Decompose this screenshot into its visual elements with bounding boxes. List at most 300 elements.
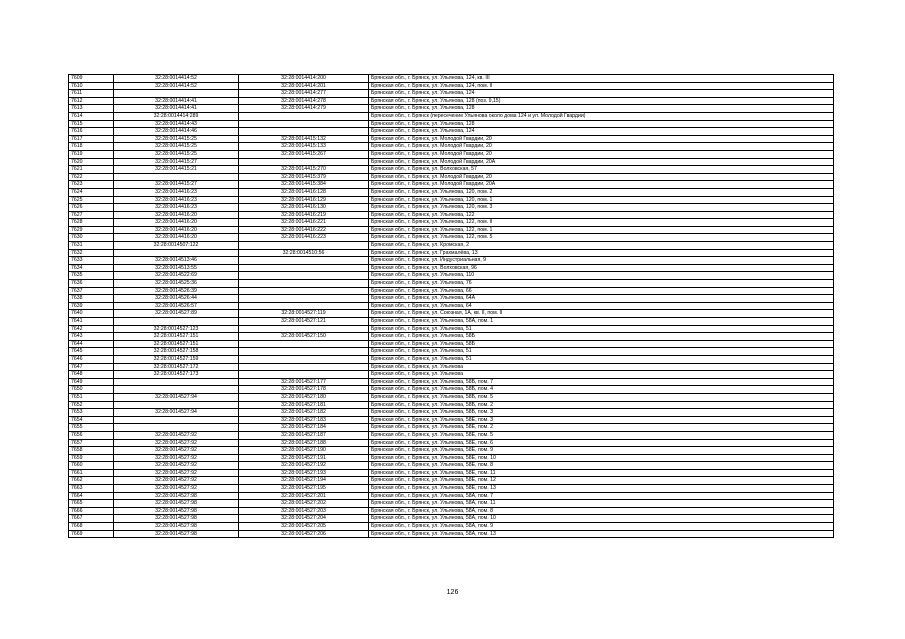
table-row: [69, 325, 834, 333]
parcel-number-cell: 32:28:0014527:98: [114, 515, 239, 523]
parcel-number-cell: 32:28:0014513:46: [114, 257, 239, 265]
parcel-number-cell: 32:28:0014527:151: [114, 340, 239, 348]
table-row: [69, 462, 834, 470]
row-number-cell: 7632: [69, 249, 114, 257]
address-cell: Брянская обл., г. Брянск, ул. Молодой Гвардии, 20А: [369, 158, 834, 166]
address-cell: Брянская обл., г. Брянск, ул. Ульянова, 64: [369, 302, 834, 310]
table-row: [69, 355, 834, 363]
address-cell: Брянская обл., г. Брянск, ул. Ульянова: [369, 371, 834, 379]
row-number-cell: 7625: [69, 196, 114, 204]
table-row: [69, 112, 834, 120]
address-cell: Брянская обл., г. Брянск, ул. Ульянова, 58А, пом. 1: [369, 318, 834, 326]
parcel-number-cell: 32:28:0014415:27: [114, 158, 239, 166]
row-number-cell: 7659: [69, 454, 114, 462]
cadastral-number-cell: [239, 280, 369, 288]
address-cell: Брянская обл., г. Брянск, ул. Ульянова, 58Е, пом. 2: [369, 424, 834, 432]
parcel-number-cell: 32:28:0014416:20: [114, 211, 239, 219]
cadastral-number-cell: 32:28:0014527:180: [239, 393, 369, 401]
row-number-cell: 7622: [69, 173, 114, 181]
parcel-number-cell: 32:28:0014507:122: [114, 242, 239, 250]
row-number-cell: 7656: [69, 431, 114, 439]
row-number-cell: 7628: [69, 219, 114, 227]
parcel-number-cell: [114, 386, 239, 394]
address-cell: Брянская обл., г. Брянск, ул. Ульянова, 128: [369, 105, 834, 113]
cadastral-number-cell: 32:28:0014414:278: [239, 97, 369, 105]
cadastral-number-cell: 32:28:0014414:201: [239, 82, 369, 90]
cadastral-number-cell: 32:28:0014414:277: [239, 90, 369, 98]
row-number-cell: 7611: [69, 90, 114, 98]
cadastral-number-cell: 32:28:0014527:201: [239, 492, 369, 500]
address-cell: Брянская обл., г. Брянск, ул. Ульянова, 58А, пом. 11: [369, 500, 834, 508]
address-cell: Брянская обл., г. Брянск, ул. Ульянова, 66: [369, 287, 834, 295]
row-number-cell: 7645: [69, 348, 114, 356]
address-cell: Брянская обл., г. Брянск, ул. Ульянова, 124, кв. III: [369, 75, 834, 83]
table-row: [69, 249, 834, 257]
parcel-number-cell: 32:28:0014527:92: [114, 462, 239, 470]
table-row: [69, 264, 834, 272]
cadastral-number-cell: 32:28:0014527:191: [239, 454, 369, 462]
table-row: [69, 500, 834, 508]
table-row: [69, 150, 834, 158]
row-number-cell: 7630: [69, 234, 114, 242]
address-cell: Брянская обл., г. Брянск, ул. Ульянова, 120, пом. 1: [369, 196, 834, 204]
cadastral-number-cell: 32:28:0014415:384: [239, 181, 369, 189]
row-number-cell: 7640: [69, 310, 114, 318]
address-cell: Брянская обл., г. Брянск, ул. Ульянова, 51: [369, 355, 834, 363]
address-cell: Брянская обл., г. Брянск, ул. Ульянова, 51: [369, 348, 834, 356]
cadastral-number-cell: 32:28:0014527:181: [239, 401, 369, 409]
parcel-number-cell: 32:28:0014525:36: [114, 280, 239, 288]
cadastral-number-cell: 32:28:0014527:194: [239, 477, 369, 485]
table-row: [69, 166, 834, 174]
parcel-number-cell: 32:28:0014414:46: [114, 128, 239, 136]
table-row: [69, 469, 834, 477]
parcel-number-cell: 32:28:0014527:123: [114, 325, 239, 333]
table-row: [69, 188, 834, 196]
row-number-cell: 7624: [69, 188, 114, 196]
parcel-number-cell: [114, 318, 239, 326]
row-number-cell: 7629: [69, 226, 114, 234]
row-number-cell: 7619: [69, 150, 114, 158]
row-number-cell: 7660: [69, 462, 114, 470]
row-number-cell: 7647: [69, 363, 114, 371]
register-table: [68, 74, 834, 538]
table-row: [69, 143, 834, 151]
parcel-number-cell: 32:28:0014416:23: [114, 188, 239, 196]
table-row: [69, 120, 834, 128]
table-row: [69, 431, 834, 439]
table-row: [69, 523, 834, 531]
address-cell: Брянская обл., г. Брянск, ул. Ульянова, 58Б, пом. 7: [369, 378, 834, 386]
table-row: [69, 302, 834, 310]
parcel-number-cell: [114, 90, 239, 98]
register-table-body: [69, 75, 834, 538]
parcel-number-cell: 32:28:0014415:25: [114, 135, 239, 143]
row-number-cell: 7609: [69, 75, 114, 83]
table-row: [69, 257, 834, 265]
cadastral-number-cell: [239, 112, 369, 120]
cadastral-number-cell: 32:28:0014527:205: [239, 523, 369, 531]
cadastral-number-cell: [239, 257, 369, 265]
table-row: [69, 348, 834, 356]
table-row: [69, 135, 834, 143]
address-cell: Брянская обл., г. Брянск, ул. Ульянова, 58Е, пом. 3: [369, 416, 834, 424]
address-cell: Брянская обл., г. Брянск, ул. Ульянова, 58Е, пом. 8: [369, 462, 834, 470]
address-cell: Брянская обл., г. Брянск, ул. Союзная, 1А, кв. II, пом. II: [369, 310, 834, 318]
row-number-cell: 7668: [69, 523, 114, 531]
cadastral-number-cell: 32:28:0014415:132: [239, 135, 369, 143]
cadastral-number-cell: 32:28:0014527:202: [239, 500, 369, 508]
cadastral-number-cell: 32:28:0014527:195: [239, 485, 369, 493]
address-cell: Брянская обл., г. Брянск, ул. Ульянова, 120, пом. 3: [369, 204, 834, 212]
table-row: [69, 272, 834, 280]
parcel-number-cell: 32:28:0014414:52: [114, 75, 239, 83]
address-cell: Брянская обл., г. Брянск, ул. Ульянова, 58Е, пом. 11: [369, 469, 834, 477]
parcel-number-cell: 32:28:0014414:41: [114, 105, 239, 113]
cadastral-number-cell: 32:28:0014527:203: [239, 507, 369, 515]
parcel-number-cell: 32:28:0014527:94: [114, 409, 239, 417]
parcel-number-cell: 32:28:0014522:69: [114, 272, 239, 280]
parcel-number-cell: 32:28:0014527:92: [114, 447, 239, 455]
cadastral-number-cell: [239, 371, 369, 379]
address-cell: Брянская обл., г. Брянск, ул. Волховская, 96: [369, 264, 834, 272]
parcel-number-cell: 32:28:0014527:173: [114, 371, 239, 379]
table-row: [69, 386, 834, 394]
parcel-number-cell: 32:28:0014415:21: [114, 166, 239, 174]
address-cell: Брянская обл., г. Брянск, ул. Ульянова, 58А, пом. 7: [369, 492, 834, 500]
address-cell: Брянская обл., г. Брянск, ул. Молодой Гвардии, 20: [369, 143, 834, 151]
address-cell: Брянская обл., г. Брянск, ул. Ульянова, 128 (поз. 9,15): [369, 97, 834, 105]
address-cell: Брянская обл., г. Брянск, ул. Ульянова, 58Б, пом. 2: [369, 401, 834, 409]
table-row: [69, 196, 834, 204]
parcel-number-cell: 32:28:0014527:98: [114, 507, 239, 515]
address-cell: Брянская обл., г. Брянск, ул. Ульянова, 58Б, пом. 4: [369, 386, 834, 394]
cadastral-number-cell: 32:28:0014527:184: [239, 424, 369, 432]
cadastral-number-cell: [239, 348, 369, 356]
row-number-cell: 7658: [69, 447, 114, 455]
table-row: [69, 287, 834, 295]
table-row: [69, 485, 834, 493]
address-cell: Брянская обл., г. Брянск, ул. Ульянова, 124: [369, 128, 834, 136]
row-number-cell: 7646: [69, 355, 114, 363]
address-cell: Брянская обл., г. Брянск, ул. Ульянова, 58А, пом. 9: [369, 523, 834, 531]
address-cell: Брянская обл., г. Брянск, ул. Ульянова, 58Б, пом. 5: [369, 393, 834, 401]
address-cell: Брянская обл., г. Брянск, ул. Ульянова, 122, пом. 5: [369, 234, 834, 242]
cadastral-number-cell: [239, 302, 369, 310]
parcel-number-cell: 32:28:0014527:92: [114, 439, 239, 447]
parcel-number-cell: [114, 173, 239, 181]
table-row: [69, 454, 834, 462]
address-cell: Брянская обл., г. Брянск, ул. Ульянова, 58Е, пом. 9: [369, 447, 834, 455]
cadastral-number-cell: 32:28:0014527:182: [239, 409, 369, 417]
cadastral-number-cell: 32:28:0014527:150: [239, 333, 369, 341]
parcel-number-cell: 32:28:0014527:92: [114, 469, 239, 477]
address-cell: Брянская обл., г. Брянск, ул. Ульянова, 76: [369, 280, 834, 288]
parcel-number-cell: [114, 424, 239, 432]
address-cell: Брянская обл., г. Брянск, ул. Ульянова, 122, пом. 1: [369, 226, 834, 234]
row-number-cell: 7636: [69, 280, 114, 288]
address-cell: Брянская обл., г. Брянск, ул. Ульянова, 124: [369, 90, 834, 98]
parcel-number-cell: 32:28:0014527:158: [114, 348, 239, 356]
row-number-cell: 7639: [69, 302, 114, 310]
table-row: [69, 234, 834, 242]
cadastral-number-cell: 32:28:0014415:270: [239, 166, 369, 174]
row-number-cell: 7654: [69, 416, 114, 424]
table-row: [69, 477, 834, 485]
cadastral-number-cell: 32:28:0014510:56: [239, 249, 369, 257]
parcel-number-cell: 32:28:0014527:98: [114, 530, 239, 538]
cadastral-number-cell: 32:28:0014416:128: [239, 188, 369, 196]
table-row: [69, 530, 834, 538]
parcel-number-cell: 32:28:0014527:92: [114, 454, 239, 462]
row-number-cell: 7635: [69, 272, 114, 280]
cadastral-number-cell: 32:28:0014527:177: [239, 378, 369, 386]
row-number-cell: 7651: [69, 393, 114, 401]
cadastral-number-cell: 32:28:0014527:187: [239, 431, 369, 439]
parcel-number-cell: 32:28:0014415:25: [114, 143, 239, 151]
parcel-number-cell: 32:28:0014527:92: [114, 485, 239, 493]
table-row: [69, 371, 834, 379]
table-row: [69, 340, 834, 348]
cadastral-number-cell: [239, 340, 369, 348]
row-number-cell: 7650: [69, 386, 114, 394]
address-cell: Брянская обл., г. Брянск, ул. Ульянова, 58Е, пом. 12: [369, 477, 834, 485]
table-row: [69, 75, 834, 83]
cadastral-number-cell: [239, 158, 369, 166]
cadastral-number-cell: 32:28:0014527:192: [239, 462, 369, 470]
row-number-cell: 7615: [69, 120, 114, 128]
row-number-cell: 7669: [69, 530, 114, 538]
parcel-number-cell: 32:28:0014527:172: [114, 363, 239, 371]
table-row: [69, 492, 834, 500]
row-number-cell: 7655: [69, 424, 114, 432]
address-cell: Брянская обл., г. Брянск, ул. Ульянова, 120, пом. 2: [369, 188, 834, 196]
parcel-number-cell: 32:28:0014527:98: [114, 500, 239, 508]
parcel-number-cell: [114, 249, 239, 257]
cadastral-number-cell: [239, 128, 369, 136]
address-cell: Брянская обл., г. Брянск, ул. Молодой Гвардии, 20: [369, 173, 834, 181]
row-number-cell: 7627: [69, 211, 114, 219]
parcel-number-cell: 32:28:0014527:98: [114, 523, 239, 531]
address-cell: Брянская обл., г. Брянск, ул. Молодой Гвардии, 20А: [369, 181, 834, 189]
table-row: [69, 439, 834, 447]
parcel-number-cell: 32:28:0014527:98: [114, 492, 239, 500]
cadastral-number-cell: [239, 242, 369, 250]
cadastral-number-cell: 32:28:0014527:188: [239, 439, 369, 447]
address-cell: Брянская обл., г. Брянск, ул. Ульянова, 51: [369, 325, 834, 333]
row-number-cell: 7620: [69, 158, 114, 166]
row-number-cell: 7664: [69, 492, 114, 500]
table-row: [69, 507, 834, 515]
address-cell: Брянская обл., г. Брянск, ул. Ульянова, 58А, пом. 10: [369, 515, 834, 523]
row-number-cell: 7626: [69, 204, 114, 212]
address-cell: Брянская обл., г. Брянск, ул. Ульянова: [369, 363, 834, 371]
table-row: [69, 105, 834, 113]
parcel-number-cell: [114, 378, 239, 386]
parcel-number-cell: 32:28:0014527:159: [114, 355, 239, 363]
table-row: [69, 204, 834, 212]
parcel-number-cell: 32:28:0014527:89: [114, 310, 239, 318]
parcel-number-cell: 32:28:0014526:39: [114, 287, 239, 295]
address-cell: Брянская обл., г. Брянск, ул. Ульянова, 58А, пом. 13: [369, 530, 834, 538]
parcel-number-cell: 32:28:0014415:27: [114, 181, 239, 189]
address-cell: Брянская обл., г. Брянск, ул. Ульянова, 64А: [369, 295, 834, 303]
address-cell: Брянская обл., г. Брянск, ул. Ульянова, 58Б, пом. 3: [369, 409, 834, 417]
address-cell: Брянская обл., г. Брянск, ул. Ульянова, 128: [369, 120, 834, 128]
parcel-number-cell: 32:28:0014414:52: [114, 82, 239, 90]
address-cell: Брянская обл., г. Брянск (пересечение Ульянова около дома 124 и ул. Молодой Гвардии): [369, 112, 834, 120]
table-row: [69, 173, 834, 181]
parcel-number-cell: 32:28:0014415:25: [114, 150, 239, 158]
address-cell: Брянская обл., г. Брянск, ул. Кромская, 2: [369, 242, 834, 250]
cadastral-number-cell: 32:28:0014416:129: [239, 196, 369, 204]
cadastral-number-cell: [239, 120, 369, 128]
row-number-cell: 7657: [69, 439, 114, 447]
parcel-number-cell: 32:28:0014416:23: [114, 204, 239, 212]
row-number-cell: 7633: [69, 257, 114, 265]
parcel-number-cell: 32:28:0014527:151: [114, 333, 239, 341]
table-row: [69, 310, 834, 318]
table-row: [69, 393, 834, 401]
row-number-cell: 7623: [69, 181, 114, 189]
row-number-cell: 7634: [69, 264, 114, 272]
table-row: [69, 401, 834, 409]
row-number-cell: 7661: [69, 469, 114, 477]
parcel-number-cell: 32:28:0014526:44: [114, 295, 239, 303]
row-number-cell: 7665: [69, 500, 114, 508]
parcel-number-cell: 32:28:0014526:57: [114, 302, 239, 310]
cadastral-number-cell: 32:28:0014415:379: [239, 173, 369, 181]
parcel-number-cell: 32:28:0014527:94: [114, 393, 239, 401]
table-row: [69, 280, 834, 288]
row-number-cell: 7618: [69, 143, 114, 151]
cadastral-number-cell: 32:28:0014527:178: [239, 386, 369, 394]
row-number-cell: 7610: [69, 82, 114, 90]
row-number-cell: 7616: [69, 128, 114, 136]
cadastral-number-cell: 32:28:0014527:119: [239, 310, 369, 318]
row-number-cell: 7631: [69, 242, 114, 250]
cadastral-number-cell: 32:28:0014414:200: [239, 75, 369, 83]
cadastral-number-cell: 32:28:0014415:133: [239, 143, 369, 151]
parcel-number-cell: [114, 401, 239, 409]
cadastral-number-cell: 32:28:0014414:279: [239, 105, 369, 113]
row-number-cell: 7644: [69, 340, 114, 348]
row-number-cell: 7649: [69, 378, 114, 386]
row-number-cell: 7648: [69, 371, 114, 379]
row-number-cell: 7666: [69, 507, 114, 515]
table-row: [69, 226, 834, 234]
cadastral-number-cell: 32:28:0014527:206: [239, 530, 369, 538]
parcel-number-cell: 32:28:0014513:55: [114, 264, 239, 272]
parcel-number-cell: 32:28:0014416:20: [114, 234, 239, 242]
row-number-cell: 7662: [69, 477, 114, 485]
address-cell: Брянская обл., г. Брянск, ул. Ульянова, 58Е, пом. 13: [369, 485, 834, 493]
parcel-number-cell: 32:28:0014527:92: [114, 431, 239, 439]
row-number-cell: 7614: [69, 112, 114, 120]
row-number-cell: 7642: [69, 325, 114, 333]
row-number-cell: 7617: [69, 135, 114, 143]
row-number-cell: 7652: [69, 401, 114, 409]
table-row: [69, 424, 834, 432]
parcel-number-cell: 32:28:0014416:20: [114, 226, 239, 234]
page-number: 126: [446, 589, 459, 596]
address-cell: Брянская обл., г. Брянск, ул. Ульянова, 58Е, пом. 5: [369, 431, 834, 439]
address-cell: Брянская обл., г. Брянск, ул. Молодой Гвардии, 20: [369, 135, 834, 143]
cadastral-number-cell: 32:28:0014527:121: [239, 318, 369, 326]
cadastral-number-cell: [239, 325, 369, 333]
address-cell: Брянская обл., г. Брянск, ул. Грахмалёва, 13: [369, 249, 834, 257]
table-row: [69, 181, 834, 189]
parcel-number-cell: [114, 416, 239, 424]
parcel-number-cell: 32:28:0014527:92: [114, 477, 239, 485]
cadastral-number-cell: 32:28:0014416:223: [239, 234, 369, 242]
parcel-number-cell: 32:28:0014416:20: [114, 219, 239, 227]
address-cell: Брянская обл., г. Брянск, ул. Ульянова, 122, пом. II: [369, 219, 834, 227]
row-number-cell: 7621: [69, 166, 114, 174]
row-number-cell: 7613: [69, 105, 114, 113]
cadastral-number-cell: 32:28:0014416:222: [239, 226, 369, 234]
table-row: [69, 363, 834, 371]
table-row: [69, 82, 834, 90]
cadastral-number-cell: 32:28:0014415:267: [239, 150, 369, 158]
row-number-cell: 7612: [69, 97, 114, 105]
address-cell: Брянская обл., г. Брянск, ул. Ульянова, 110: [369, 272, 834, 280]
table-row: [69, 219, 834, 227]
table-row: [69, 416, 834, 424]
address-cell: Брянская обл., г. Брянск, ул. Волховская, 57: [369, 166, 834, 174]
cadastral-number-cell: 32:28:0014416:219: [239, 211, 369, 219]
table-row: [69, 211, 834, 219]
row-number-cell: 7638: [69, 295, 114, 303]
row-number-cell: 7641: [69, 318, 114, 326]
row-number-cell: 7667: [69, 515, 114, 523]
parcel-number-cell: 32:28:0014416:23: [114, 196, 239, 204]
table-row: [69, 318, 834, 326]
address-cell: Брянская обл., г. Брянск, ул. Ульянова, 124, пом. II: [369, 82, 834, 90]
table-row: [69, 242, 834, 250]
cadastral-number-cell: 32:28:0014527:190: [239, 447, 369, 455]
table-row: [69, 295, 834, 303]
address-cell: Брянская обл., г. Брянск, ул. Ульянова, 58Б: [369, 340, 834, 348]
row-number-cell: 7653: [69, 409, 114, 417]
cadastral-number-cell: 32:28:0014416:221: [239, 219, 369, 227]
address-cell: Брянская обл., г. Брянск, ул. Индустриальная, 9: [369, 257, 834, 265]
cadastral-number-cell: 32:28:0014527:183: [239, 416, 369, 424]
table-row: [69, 90, 834, 98]
cadastral-number-cell: 32:28:0014527:193: [239, 469, 369, 477]
cadastral-number-cell: [239, 295, 369, 303]
cadastral-number-cell: [239, 355, 369, 363]
cadastral-number-cell: 32:28:0014527:204: [239, 515, 369, 523]
address-cell: Брянская обл., г. Брянск, ул. Молодой Гвардии, 20: [369, 150, 834, 158]
address-cell: Брянская обл., г. Брянск, ул. Ульянова, 58Б: [369, 333, 834, 341]
table-row: [69, 97, 834, 105]
table-row: [69, 409, 834, 417]
row-number-cell: 7663: [69, 485, 114, 493]
cadastral-number-cell: [239, 264, 369, 272]
address-cell: Брянская обл., г. Брянск, ул. Ульянова, 122: [369, 211, 834, 219]
address-cell: Брянская обл., г. Брянск, ул. Ульянова, 58Е, пом. 10: [369, 454, 834, 462]
address-cell: Брянская обл., г. Брянск, ул. Ульянова, 58А, пом. 8: [369, 507, 834, 515]
address-cell: Брянская обл., г. Брянск, ул. Ульянова, 58Е, пом. 6: [369, 439, 834, 447]
table-row: [69, 515, 834, 523]
table-row: [69, 333, 834, 341]
cadastral-number-cell: [239, 287, 369, 295]
row-number-cell: 7637: [69, 287, 114, 295]
parcel-number-cell: 32:28:0014414:43: [114, 120, 239, 128]
table-row: [69, 158, 834, 166]
cadastral-number-cell: [239, 363, 369, 371]
